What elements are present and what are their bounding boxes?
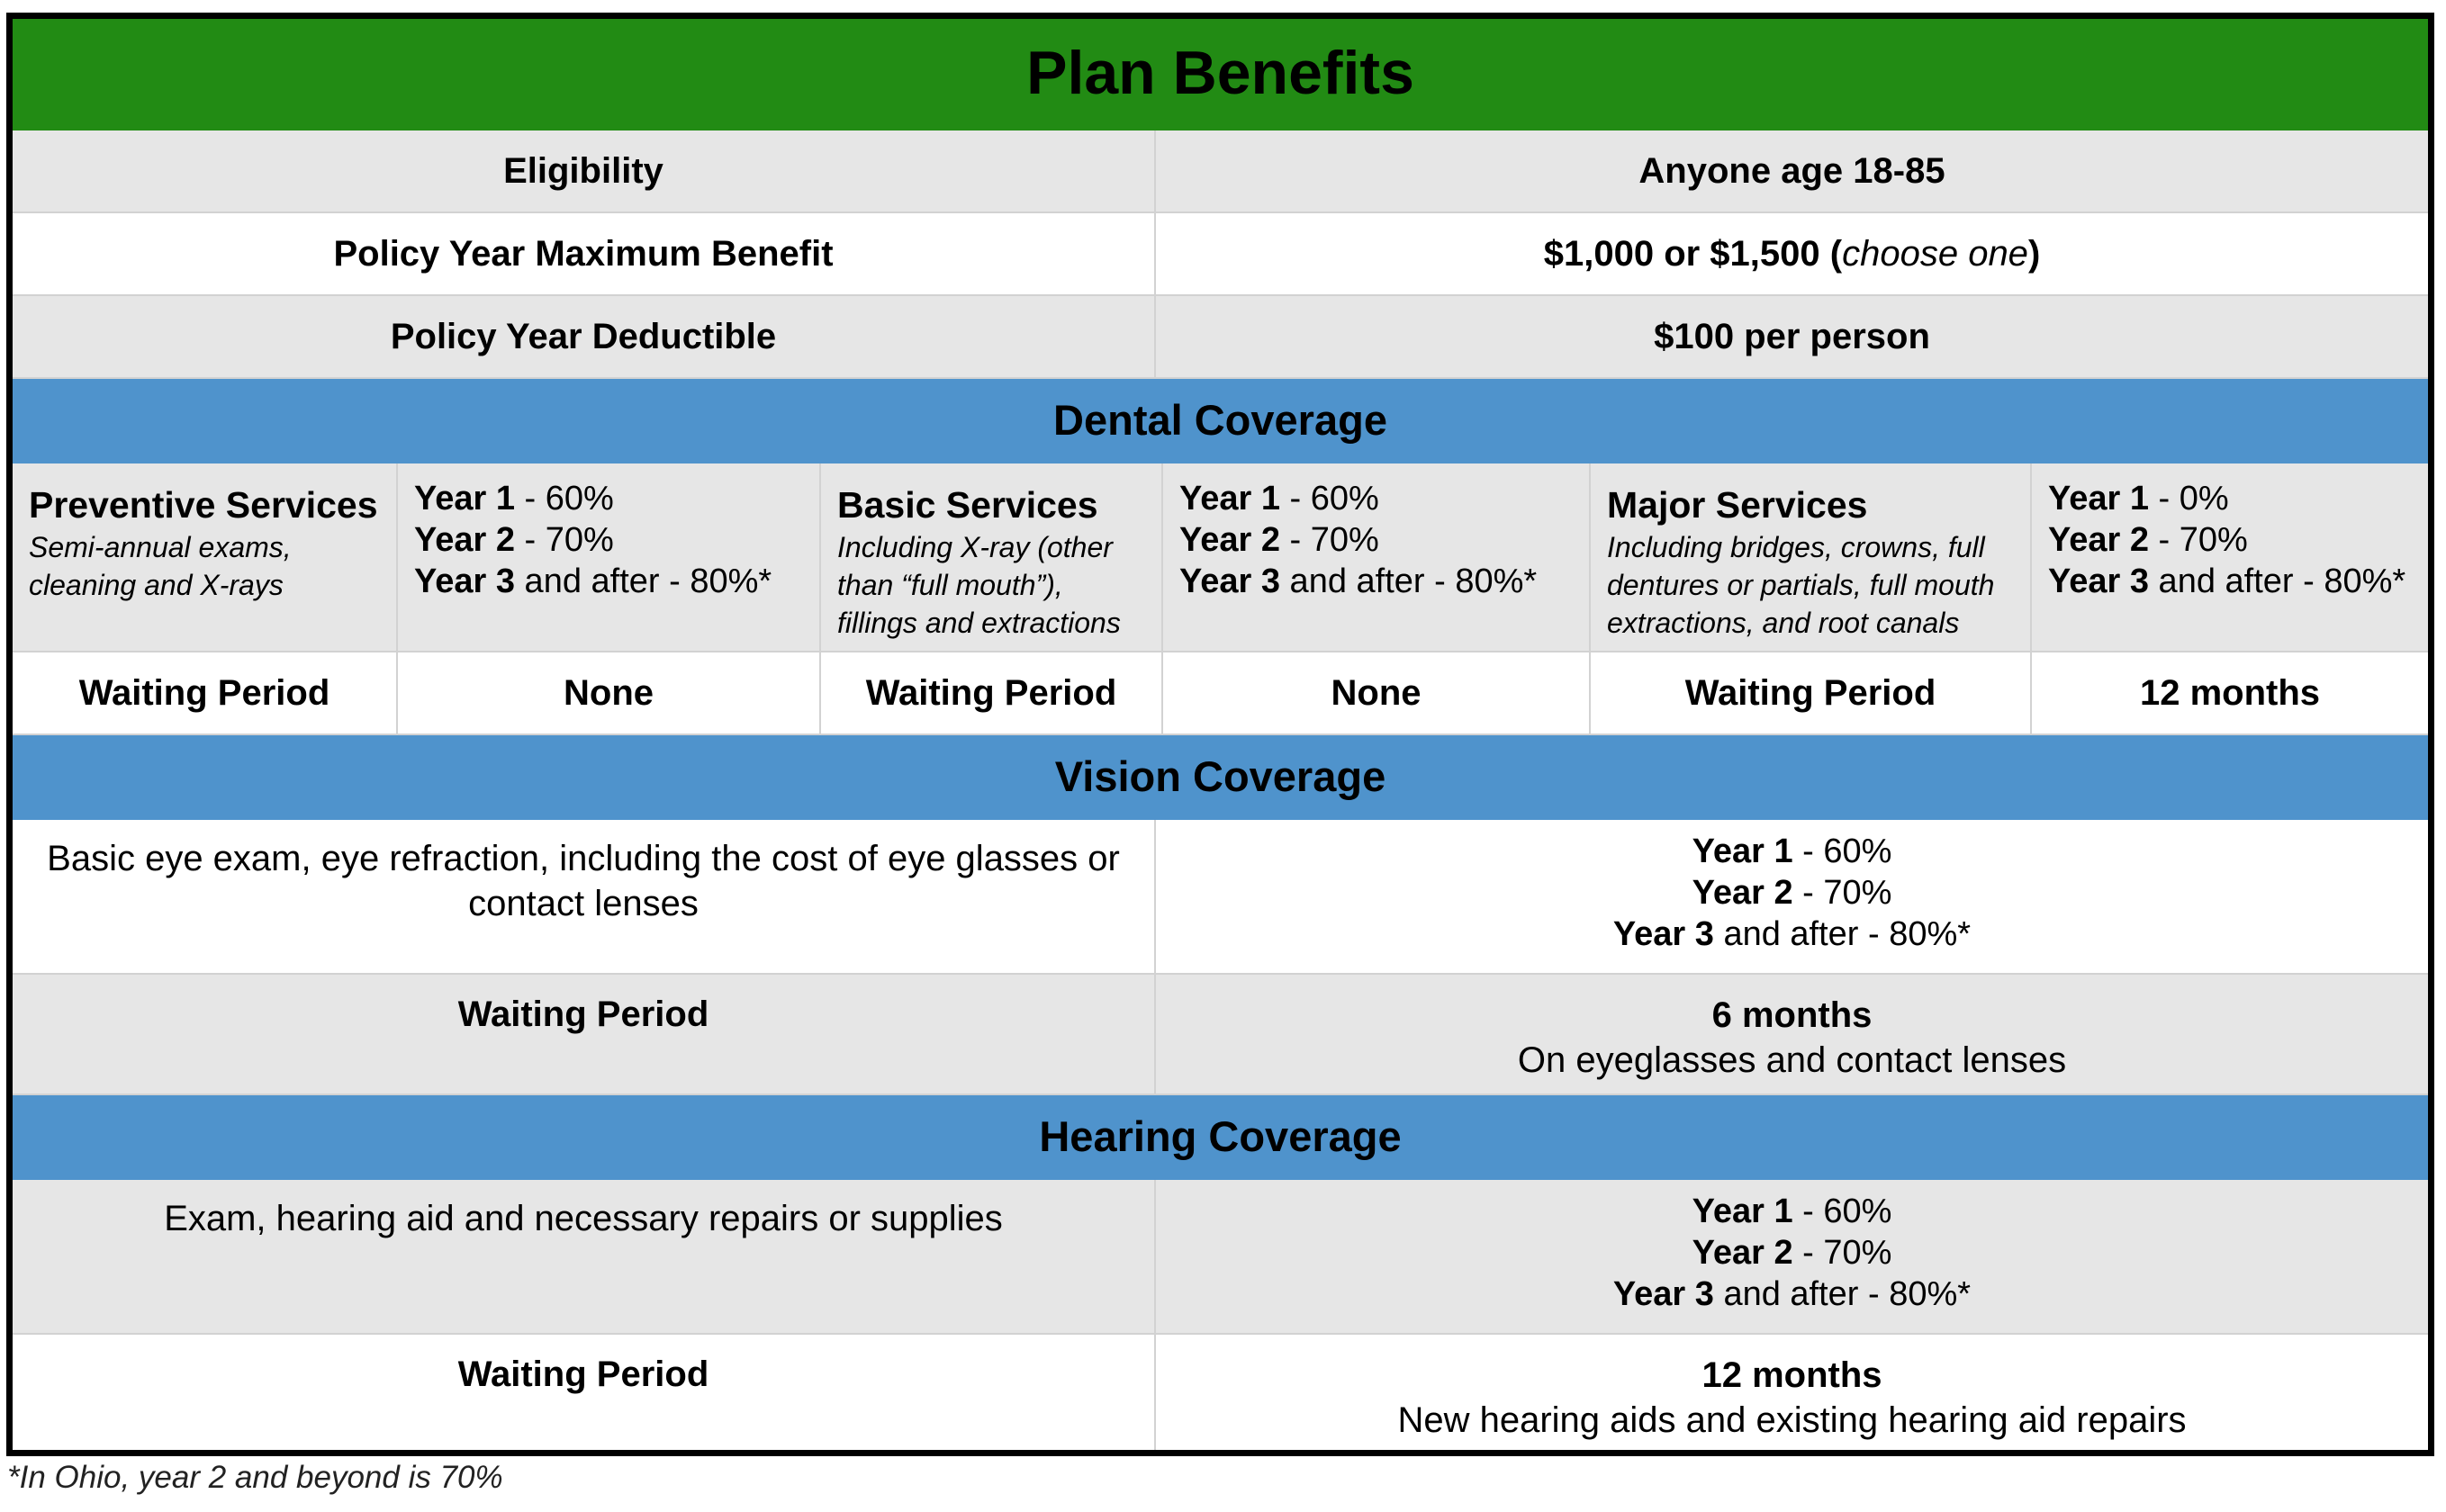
vision-waiting-cell [1156, 975, 2428, 1094]
vision-waiting-note: On eyeglasses and contact lenses [1517, 1040, 2067, 1080]
vision-description: Basic eye exam, eye refraction, including the cost of eye glasses or contact lenses [13, 820, 1156, 973]
hearing-year-1: Year 1 - 60% [1692, 1192, 1892, 1230]
max-benefit-row [13, 213, 2428, 296]
hearing-waiting-note: New hearing aids and existing hearing aid repairs [1397, 1400, 2187, 1440]
major-waiting-label: Waiting Period [1591, 652, 2032, 734]
hearing-year-3: Year 3 and after - 80%* [1612, 1275, 1972, 1313]
vision-coverage-header [13, 735, 2428, 820]
vision-waiting-value: 6 months [1711, 995, 1873, 1035]
max-benefit-label: Policy Year Maximum Benefit [13, 213, 1156, 294]
hearing-coverage-heading: Hearing Coverage [1039, 1112, 1402, 1160]
hearing-row [13, 1180, 2428, 1335]
vision-year-1: Year 1 - 60% [1692, 832, 1892, 870]
major-waiting-value: 12 months [2139, 672, 2321, 713]
hearing-waiting-value: 12 months [1701, 1355, 1882, 1395]
vision-year-3: Year 3 and after - 80%* [1612, 915, 1972, 953]
preventive-waiting-value: None [398, 652, 821, 734]
hearing-waiting-cell [1156, 1335, 2428, 1450]
basic-year-3: Year 3 and after - 80%* [1179, 562, 1538, 600]
basic-year-1: Year 1 - 60% [1179, 480, 1379, 518]
basic-waiting-value: None [1163, 652, 1591, 734]
max-benefit-amounts: $1,000 or $1,500 ( [1543, 233, 1843, 274]
hearing-year-2: Year 2 - 70% [1692, 1234, 1892, 1272]
vision-row [13, 820, 2428, 975]
hearing-waiting-label: Waiting Period [13, 1335, 1156, 1450]
major-rates [2032, 464, 2428, 651]
basic-year-2: Year 2 - 70% [1179, 521, 1379, 559]
basic-services-title: Basic Services [837, 484, 1098, 526]
dental-coverage-header [13, 379, 2428, 464]
basic-waiting-label: Waiting Period [821, 652, 1163, 734]
major-services-desc: Including bridges, crowns, full dentures or partials, full mouth extractions, and root canals [1607, 531, 1995, 639]
eligibility-row [13, 130, 2428, 213]
footnote: *In Ohio, year 2 and beyond is 70% [7, 1460, 503, 1495]
vision-waiting-label: Waiting Period [13, 975, 1156, 1094]
basic-services-cell [821, 464, 1163, 651]
dental-services-row [13, 464, 2428, 652]
preventive-rates [398, 464, 821, 651]
hearing-waiting-row [13, 1335, 2428, 1450]
dental-coverage-heading: Dental Coverage [1053, 396, 1387, 444]
hearing-rates [1156, 1180, 2428, 1333]
max-benefit-close: ) [2027, 233, 2041, 274]
page-title: Plan Benefits [1026, 39, 1414, 107]
major-services-title: Major Services [1607, 484, 1868, 526]
vision-coverage-heading: Vision Coverage [1054, 752, 1386, 800]
vision-year-2: Year 2 - 70% [1692, 874, 1892, 912]
max-benefit-value [1156, 213, 2428, 294]
vision-rates [1156, 820, 2428, 973]
preventive-services-title: Preventive Services [29, 484, 378, 526]
preventive-waiting-label: Waiting Period [13, 652, 398, 734]
preventive-year-3: Year 3 and after - 80%* [414, 562, 772, 600]
dental-waiting-row [13, 652, 2428, 735]
preventive-services-cell [13, 464, 398, 651]
vision-waiting-row [13, 975, 2428, 1095]
hearing-description: Exam, hearing aid and necessary repairs or supplies [13, 1180, 1156, 1333]
eligibility-label: Eligibility [13, 130, 1156, 212]
basic-rates [1163, 464, 1591, 651]
preventive-year-2: Year 2 - 70% [414, 521, 614, 559]
preventive-services-desc: Semi-annual exams, cleaning and X-rays [29, 531, 292, 601]
eligibility-value: Anyone age 18-85 [1638, 150, 1945, 191]
deductible-value: $100 per person [1654, 316, 1930, 356]
major-year-3: Year 3 and after - 80%* [2048, 562, 2406, 600]
deductible-row [13, 296, 2428, 379]
basic-services-desc: Including X-ray (other than “full mouth”), fillings and extractions [837, 531, 1121, 639]
title-bar [13, 19, 2428, 130]
hearing-coverage-header [13, 1095, 2428, 1180]
major-year-1: Year 1 - 0% [2048, 480, 2229, 518]
major-year-2: Year 2 - 70% [2048, 521, 2248, 559]
max-benefit-choice: choose one [1842, 233, 2028, 274]
major-services-cell [1591, 464, 2032, 651]
deductible-label: Policy Year Deductible [13, 296, 1156, 377]
preventive-year-1: Year 1 - 60% [414, 480, 614, 518]
plan-benefits-table [6, 13, 2434, 1456]
